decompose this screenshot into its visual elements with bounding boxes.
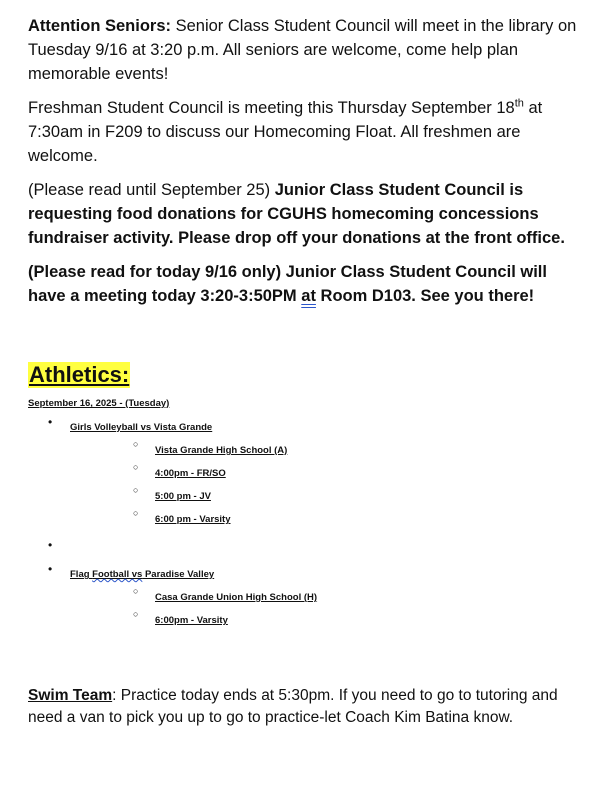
freshman-text: Freshman Student Council is meeting this Thursday September 18 <box>28 99 515 117</box>
event-title-part: Paradise Valley <box>142 569 215 580</box>
event-title-part-flagged: Football vs <box>92 569 143 580</box>
event-detail-text: 6:00pm - Varsity <box>155 615 228 626</box>
junior-donations-prefix: (Please read until September 25) <box>28 181 275 199</box>
event-detail-text: 6:00 pm - Varsity <box>155 514 231 525</box>
event-details-volleyball <box>70 440 583 532</box>
event-title-flag-football <box>70 569 214 580</box>
swim-team-body: : Practice today ends at 5:30pm. If you need to go to tutoring and need a van to pick you up to go to practice-let Coach Kim Batina know. <box>28 687 558 726</box>
athletics-heading: Athletics: <box>29 362 130 387</box>
bulletin-page <box>28 14 583 745</box>
event-detail <box>70 509 583 532</box>
event-title-part: Flag <box>70 569 93 580</box>
swim-team-title: Swim Team <box>28 687 113 704</box>
freshman-announcement <box>28 96 583 168</box>
event-detail-text: Vista Grande High School (A) <box>155 445 288 456</box>
freshman-text-cont: at 7:30am in F209 to discuss our Homecoming Float. All freshmen are welcome. <box>28 99 543 165</box>
freshman-ordinal: th <box>514 97 524 110</box>
junior-meeting-text-cont: Room D103. See you there! <box>315 287 535 305</box>
event-item-volleyball <box>28 417 583 532</box>
athletics-heading-wrap <box>28 362 583 388</box>
junior-meeting-at: at <box>301 287 316 305</box>
seniors-lead: Attention Seniors: <box>28 17 171 35</box>
junior-meeting-announcement <box>28 260 583 308</box>
event-detail-text: Casa Grande Union High School (H) <box>155 592 318 603</box>
junior-donations-announcement <box>28 178 583 250</box>
junior-meeting-text: (Please read for today 9/16 only) Junior Class Student Council will have a meeting today 3:20-3:50PM <box>28 263 547 305</box>
event-item-flag-football <box>28 564 583 633</box>
event-title-volleyball: Girls Volleyball vs Vista Grande <box>70 422 213 433</box>
event-detail <box>70 486 583 509</box>
event-detail <box>70 463 583 486</box>
event-details-flag-football <box>70 587 583 633</box>
list-spacer <box>28 540 583 556</box>
event-detail-text: 5:00 pm - JV <box>155 491 211 502</box>
seniors-announcement <box>28 14 583 86</box>
event-detail <box>70 440 583 463</box>
event-detail <box>70 610 583 633</box>
swim-team-announcement <box>28 685 583 729</box>
event-detail-text: 4:00pm - FR/SO <box>155 468 226 479</box>
seniors-body: Senior Class Student Council will meet in the library on Tuesday 9/16 at 3:20 p.m. All seniors are welcome, come help plan memorable events! <box>28 17 577 83</box>
athletics-events-list <box>28 417 583 633</box>
athletics-date: September 16, 2025 - (Tuesday) <box>28 398 170 409</box>
junior-donations-body: Junior Class Student Council is requesting food donations for CGUHS homecoming concessions fundraiser activity. Please drop off your donations at the front office. <box>28 181 565 247</box>
event-detail <box>70 587 583 610</box>
